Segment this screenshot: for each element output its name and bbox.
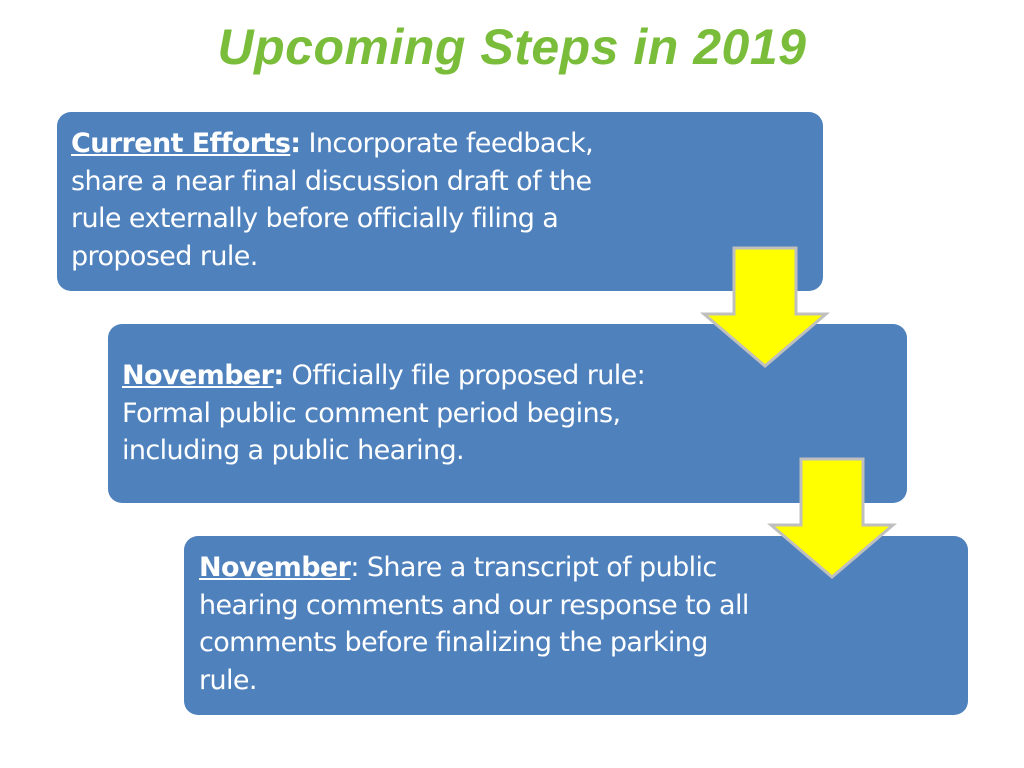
step-label-colon: : bbox=[273, 360, 284, 391]
slide-title: Upcoming Steps in 2019 bbox=[217, 19, 807, 75]
step-description: Incorporate feedback, share a near final discussion draft of the rule externally before officially filing a proposed rule. bbox=[71, 128, 594, 272]
step-label: November bbox=[199, 552, 351, 583]
step-label-colon: : bbox=[350, 552, 359, 583]
step-text-block bbox=[199, 549, 769, 699]
step-text-block bbox=[122, 357, 692, 470]
step-description: Share a transcript of public hearing comments and our response to all comments before finalizing the parking rule. bbox=[199, 552, 749, 696]
down-arrow-icon bbox=[700, 244, 830, 370]
down-arrow-icon bbox=[767, 455, 897, 581]
step-label: November bbox=[122, 360, 274, 391]
step-label-colon: : bbox=[290, 128, 301, 159]
step-label: Current Efforts bbox=[71, 128, 291, 159]
step-text-block bbox=[71, 125, 631, 275]
step-description: Officially file proposed rule: Formal public comment period begins, including a public hearing. bbox=[122, 360, 646, 466]
